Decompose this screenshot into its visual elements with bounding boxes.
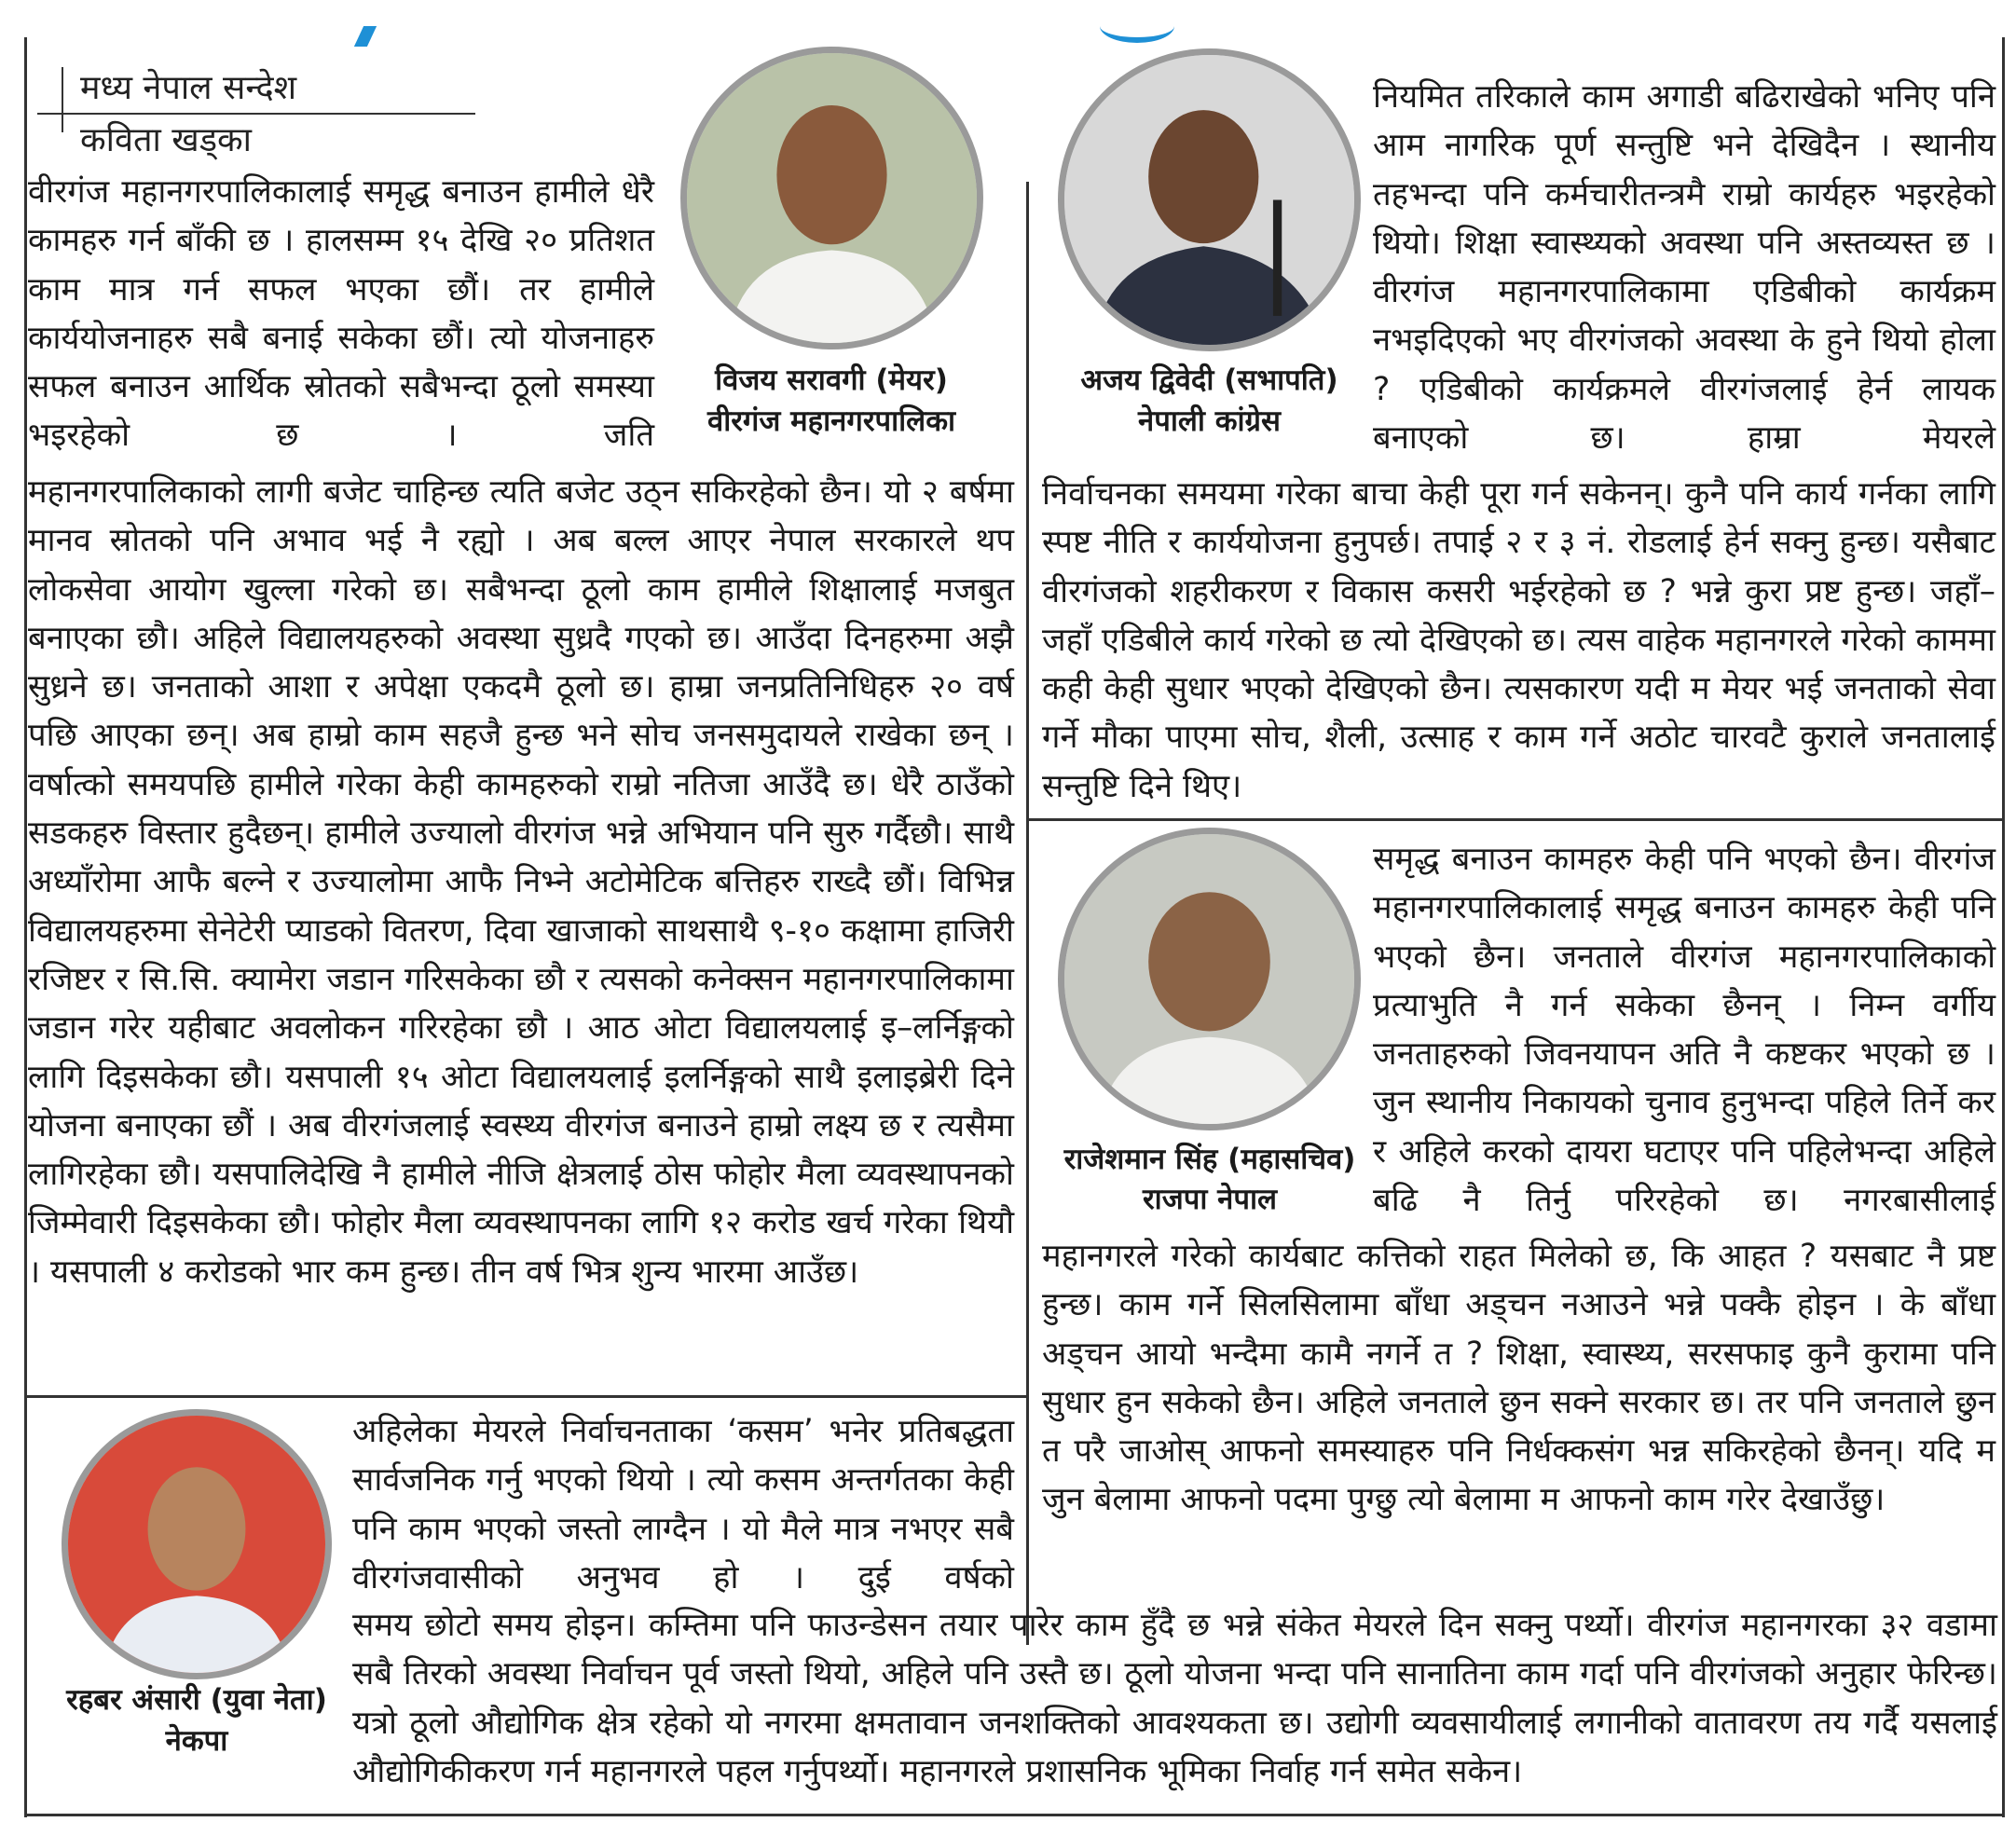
mayor-statement-bottom: महानगरपालिकाको लागी बजेट चाहिन्छ त्यति बजेट उठ्न सकिरहेको छैन। यो २ बर्षमा मानव स्रोतको पनि अभाव भई नै रह्यो । अब बल्ल आएर नेपाल सरकारले थप लोकसेवा आयोग खुल्ला गरेको छ। सबैभन्दा ठूलो काम हामीले शिक्षालाई मजबुत बनाएका छौ। अहिले विद्यालयहरुको अवस्था सुध्रदै गएको छ। आउँदा दिनहरुमा अझै सुध्रने छ। जनताको आशा र अपेक्षा एकदमै ठूलो छ। हाम्रा जनप्रतिनिधिहरु २० वर्ष पछि आएका छन्। अब हाम्रो काम सहजै हुन्छ भने सोच जनसमुदायले राखेका छन् । वर्षात्को समयपछि हामीले गरेका केही कामहरुको राम्रो नतिजा आउँदै छ। धेरै ठाउँको सडकहरु विस्तार हुदैछन्। हामीले उज्यालो वीरगंज भन्ने अभियान पनि सुरु गर्दैछौ। साथै अध्याँरोमा आफै बल्ने र उज्यालोमा आफै निभ्ने अटोमेटिक बत्तिहरु राख्दै छौं। विभिन्न विद्यालयहरुमा सेनेटेरी प्याडको वितरण, दिवा खाजाको साथसाथै ९-१० कक्षामा हाजिरी रजिष्टर र सि.सि. क्यामेरा जडान गरिसकेका छौ र त्यसको कनेक्सन महानगरपालिकामा जडान गरेर यहीबाट अवलोकन गरिरहेका छौ । आठ ओटा विद्यालयलाई इ–लर्निङ्गको लागि दिइसकेका छौ। यसपाली १५ ओटा विद्यालयलाई इलर्निङ्गको साथै इलाइब्रेरी दिने योजना बनाएका छौं । अब वीरगंजलाई स्वस्थ्य वीरगंज बनाउने हाम्रो लक्ष्य छ र त्यसैमा लागिरहेका छौ। यसपालिदेखि नै हामीले नीजि क्षेत्रलाई ठोस फोहोर मैला व्यवस्थापनको जिम्मेवारी दिइसकेका छौ। फोहोर मैला व्यवस्थापनका लागि १२ करोड खर्च गरेका थियौ । यसपाली ४ करोडको भार कम हुन्छ। तीन वर्ष भित्र शुन्य भारमा आउँछ। — [28, 473, 1014, 1291]
congress-statement-bottom: निर्वाचनका समयमा गरेका बाचा केही पूरा गर्न सकेनन्। कुनै पनि कार्य गर्नका लागि स्पष्ट नीति र कार्ययोजना हुनुपर्छ। तपाई २ र ३ नं. रोडलाई हेर्न सक्नु हुन्छ। यसैबाट वीरगंजको शहरीकरण र विकास कसरी भईरहेको छ ? भन्ने कुरा प्रष्ट हुन्छ। जहाँ–जहाँ एडिबीले कार्य गरेको छ त्यो देखिएको छ। त्यस वाहेक महानगरले गरेको काममा कही केही सुधार भएको देखिएको छैन। त्यसकारण यदी म मेयर भई जनताको सेवा गर्ने मौका पाएमा सोच, शैली, उत्साह र काम गर्ने अठोट चारवटै कुराले जनतालाई सन्तुष्टि दिने थिए। — [1042, 475, 1995, 805]
column-separator — [1026, 182, 1029, 1645]
rajpa-leader-photo — [1058, 828, 1361, 1130]
congress-caption-org: नेपाली कांग्रेस — [1138, 404, 1281, 438]
youth-statement-top: अहिलेका मेयरले निर्वाचनताका ‘कसम’ भनेर प्रतिबद्धता सार्वजनिक गर्नु भएको थियो । त्यो कसम अन्तर्गतका केही पनि काम भएको जस्तो लाग्दैन । यो मैले मात्र नभएर सबै वीरगंजवासीको अनुभव हो । दुई वर्षको — [352, 1413, 1014, 1596]
youth-statement-bottom: समय छोटो समय होइन। कम्तिमा पनि फाउन्डेसन तयार पारेर काम हुँदै छ भन्ने संकेत मेयरले दिन सक्नु पर्थ्यो। वीरगंज महानगरका ३२ वडामा सबै तिरको अवस्था निर्वाचन पूर्व जस्तो थियो, अहिले पनि उस्तै छ। ठूलो योजना भन्दा पनि सानातिना काम गर्दा पनि वीरगंजको अनुहार फेरिन्छ। यत्रो ठूलो औद्योगिक क्षेत्र रहेको यो नगरमा क्षमतावान जनशक्तिको आवश्यकता छ। उद्योगी व्यवसायीलाई लगानीको वातावरण तय गर्दै यसलाई औद्योगिकीकरण गर्न महानगरले पहल गर्नुपर्थ्यो। महानगरले प्रशासनिक भूमिका निर्वाह गर्न समेत सकेन। — [352, 1607, 1997, 1790]
portrait-photo-icon — [687, 53, 977, 343]
top-accent-arc-right — [1100, 9, 1174, 43]
section-divider-left — [24, 1395, 1029, 1398]
frame-left-border — [24, 37, 27, 1817]
author-name: कविता खड्का — [80, 121, 252, 159]
congress-statement-top: नियमित तरिकाले काम अगाडी बढिराखेको भनिए पनि आम नागरिक पूर्ण सन्तुष्टि भने देखिदैन । स्थानीय तहभन्दा पनि कर्मचारीतन्त्रमै राम्रो कार्यहरु भइरहेको थियो। शिक्षा स्वास्थ्यको अवस्था पनि अस्तव्यस्त छ । वीरगंज महानगरपालिकामा एडिबीको कार्यक्रम नभइदिएको भए वीरगंजको अवस्था के हुने थियो होला ? एडिबीको कार्यक्रमले वीरगंजलाई हेर्न लायक बनाएको छ। हाम्रा मेयरले — [1373, 78, 1995, 458]
youth-leader-photo — [62, 1409, 332, 1679]
rajpa-statement-top: समृद्ध बनाउन कामहरु केही पनि भएको छैन। वीरगंज महानगरपालिकालाई समृद्ध बनाउन कामहरु केही पनि भएको छैन। जनताले वीरगंज महानगरपालिकाको प्रत्याभुति नै गर्न सकेका छैनन् । निम्न वर्गीय जनताहरुको जिवनयापन अति नै कष्टकर भएको छ । जुन स्थानीय निकायको चुनाव हुनुभन्दा पहिले तिर्ने कर र अहिले करको दायरा घटाएर पनि पहिलेभन्दा अहिले बढि नै तिर्नु परिरहेको छ। नगरबासीलाई — [1373, 841, 1995, 1220]
rajpa-caption-name: राजेशमान सिंह (महासचिव) — [1063, 1143, 1356, 1176]
rajpa-caption-org: राजपा नेपाल — [1143, 1183, 1277, 1216]
congress-leader-photo — [1058, 48, 1361, 351]
mayor-statement-top: वीरगंज महानगरपालिकालाई समृद्ध बनाउन हामीले धेरै कामहरु गर्न बाँकी छ । हालसम्म १५ देखि २० प्रतिशत काम मात्र गर्न सफल भएका छौं। तर हामीले कार्ययोजनाहरु सबै बनाई सकेका छौं। त्यो योजनाहरु सफल बनाउन आर्थिक स्रोतको सबैभन्दा ठूलो समस्या भइरहेको छ । जति — [28, 173, 654, 455]
frame-bottom-border — [24, 1814, 2005, 1816]
publication-name: मध्य नेपाल सन्देश — [80, 69, 297, 107]
youth-caption-name: रहबर अंसारी (युवा नेता) — [66, 1683, 327, 1717]
congress-caption-name: अजय द्विवेदी (सभापति) — [1080, 363, 1338, 397]
portrait-photo-icon — [1064, 834, 1354, 1124]
rajpa-statement-bottom: महानगरले गरेको कार्यबाट कत्तिको राहत मिलेको छ, कि आहत ? यसबाट नै प्रष्ट हुन्छ। काम गर्ने सिलसिलामा बाँधा अड्चन नआउने भन्ने पक्कै होइन । के बाँधा अड्चन आयो भन्दैमा कामै नगर्ने त ? शिक्षा, स्वास्थ्य, सरसफाइ कुनै कुरामा पनि सुधार हुन सकेको छैन। अहिले जनताले छुन सक्ने सरकार छ। तर पनि जनताले छुन त परै जाओस् आफनो समस्याहरु पनि निर्धक्कसंग भन्न सकिरहेको छैनन्। यदि म जुन बेलामा आफनो पदमा पुग्छु त्यो बेलामा म आफनो काम गरेर देखाउँछु। — [1042, 1238, 1995, 1519]
youth-caption-org: नेकपा — [165, 1724, 228, 1758]
byline-underline — [37, 113, 475, 115]
mayor-caption-name: विजय सरावगी (मेयर) — [715, 363, 948, 397]
byline-marker — [62, 67, 63, 132]
portrait-photo-icon — [1064, 55, 1354, 345]
mayor-caption-org: वीरगंज महानगरपालिका — [706, 404, 956, 438]
top-accent-mark-left — [354, 26, 377, 47]
portrait-photo-icon — [68, 1416, 325, 1673]
section-divider-right-1 — [1026, 818, 2002, 821]
frame-right-border — [2002, 37, 2005, 1817]
mayor-photo — [680, 47, 983, 349]
